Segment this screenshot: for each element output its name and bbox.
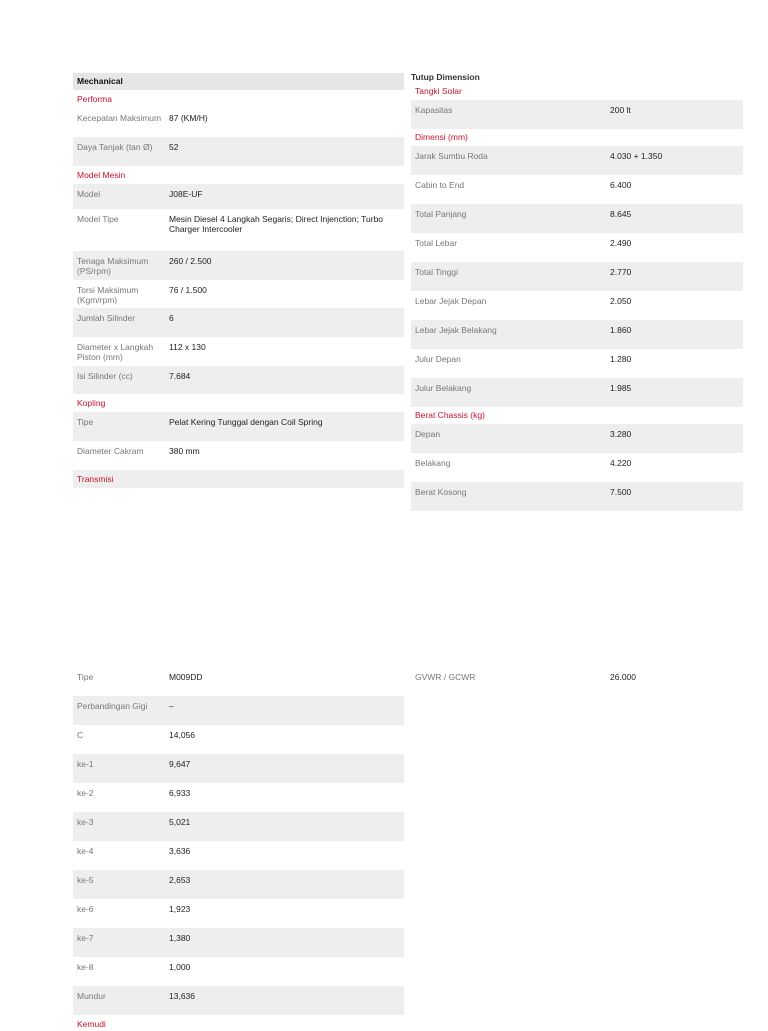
mechanical-table bbox=[73, 73, 404, 488]
table-row bbox=[73, 209, 404, 251]
mechanical-header: Mechanical bbox=[73, 73, 404, 90]
row-label: Lebar Jejak Depan bbox=[415, 296, 487, 306]
table-row bbox=[411, 378, 743, 407]
table-row bbox=[411, 175, 743, 204]
row-label: Kecepatan Maksimum bbox=[77, 113, 162, 123]
row-label: Tipe bbox=[77, 417, 94, 427]
table-row bbox=[73, 308, 404, 337]
row-value: 4.030 + 1.350 bbox=[610, 151, 663, 161]
table-row bbox=[411, 349, 743, 378]
row-value: 7.684 bbox=[169, 371, 191, 381]
row-value: 1.985 bbox=[610, 383, 632, 393]
row-label: Daya Tanjak (tan Ø) bbox=[77, 142, 153, 152]
section-berat-chassis: Berat Chassis (kg) bbox=[415, 410, 485, 420]
section-dimensi: Dimensi (mm) bbox=[415, 132, 468, 142]
row-label: Berat Kosong bbox=[415, 487, 467, 497]
row-label: ke-4 bbox=[77, 846, 94, 856]
table-row bbox=[411, 204, 743, 233]
row-value: 260 / 2.500 bbox=[169, 256, 212, 266]
row-value: – bbox=[169, 701, 174, 711]
table-row bbox=[411, 482, 743, 511]
table-row bbox=[411, 453, 743, 482]
table-row bbox=[73, 441, 404, 470]
table-row bbox=[73, 108, 404, 137]
table-row bbox=[73, 337, 404, 366]
dimension-table bbox=[411, 72, 743, 511]
row-label: Model Tipe bbox=[77, 214, 119, 224]
table-row bbox=[73, 928, 404, 957]
row-value: 1,923 bbox=[169, 904, 191, 914]
table-row bbox=[411, 667, 743, 696]
row-label: Depan bbox=[415, 429, 441, 439]
row-value: 200 lt bbox=[610, 105, 631, 115]
row-value: 6,933 bbox=[169, 788, 191, 798]
row-value: 4.220 bbox=[610, 458, 632, 468]
row-label: Tenaga Maksimum (PS/rpm) bbox=[77, 256, 149, 276]
section-model-mesin: Model Mesin bbox=[77, 170, 126, 180]
table-row bbox=[411, 233, 743, 262]
row-value: 1.280 bbox=[610, 354, 632, 364]
row-label: Mundur bbox=[77, 991, 106, 1001]
row-label: ke-2 bbox=[77, 788, 94, 798]
row-label: Total Lebar bbox=[415, 238, 458, 248]
section-kemudi: Kemudi bbox=[77, 1019, 106, 1029]
row-label: Perbandingan Gigi bbox=[77, 701, 148, 711]
table-row bbox=[411, 100, 743, 129]
table-row bbox=[73, 184, 404, 209]
gvwr-label: GVWR / GCWR bbox=[415, 672, 476, 682]
row-value: 52 bbox=[169, 142, 179, 152]
section-transmisi: Transmisi bbox=[73, 470, 404, 488]
row-value: 7.500 bbox=[610, 487, 632, 497]
table-row bbox=[411, 320, 743, 349]
table-row bbox=[73, 366, 404, 394]
row-value: 6 bbox=[169, 313, 174, 323]
row-value: 2.490 bbox=[610, 238, 632, 248]
row-label: Julur Depan bbox=[415, 354, 461, 364]
table-row bbox=[73, 725, 404, 754]
row-label: Lebar Jejak Belakang bbox=[415, 325, 497, 335]
row-value: 14,056 bbox=[169, 730, 195, 740]
section-tangki-solar: Tangki Solar bbox=[415, 86, 462, 96]
row-value: 3.280 bbox=[610, 429, 632, 439]
gvwr-value: 26.000 bbox=[610, 672, 636, 682]
row-value: J08E-UF bbox=[169, 189, 203, 199]
row-label: Model bbox=[77, 189, 101, 199]
row-value: 380 mm bbox=[169, 446, 200, 456]
table-row bbox=[73, 137, 404, 166]
row-value: 112 x 130 bbox=[169, 342, 206, 352]
row-value: 1.860 bbox=[610, 325, 632, 335]
row-label: Torsi Maksimum (Kgm/rpm) bbox=[77, 285, 139, 305]
table-row bbox=[73, 754, 404, 783]
row-value: M009DD bbox=[169, 672, 203, 682]
table-row bbox=[73, 696, 404, 725]
row-label: Jarak Sumbu Roda bbox=[415, 151, 488, 161]
row-label: Diameter x Langkah Piston (mm) bbox=[77, 342, 154, 362]
table-row bbox=[73, 280, 404, 308]
row-value: 6.400 bbox=[610, 180, 632, 190]
table-row bbox=[73, 841, 404, 870]
row-value: Mesin Diesel 4 Langkah Segaris; Direct Injenction; Turbo Charger Intercooler bbox=[169, 214, 384, 234]
row-value: 8.645 bbox=[610, 209, 632, 219]
row-value: 5,021 bbox=[169, 817, 191, 827]
section-kopling: Kopling bbox=[77, 398, 106, 408]
row-label: ke-6 bbox=[77, 904, 94, 914]
row-label: ke-7 bbox=[77, 933, 94, 943]
table-row bbox=[73, 899, 404, 928]
row-label: Julur Belakang bbox=[415, 383, 472, 393]
row-value: 87 (KM/H) bbox=[169, 113, 208, 123]
row-label: Total Panjang bbox=[415, 209, 467, 219]
table-row bbox=[411, 291, 743, 320]
row-label: Tipe bbox=[77, 672, 94, 682]
table-row bbox=[411, 262, 743, 291]
transmisi-table bbox=[73, 667, 404, 1031]
table-row bbox=[411, 146, 743, 175]
row-label: Jumlah Silinder bbox=[77, 313, 136, 323]
row-label: Kapasitas bbox=[415, 105, 453, 115]
row-value: 2.050 bbox=[610, 296, 632, 306]
row-label: Cabin to End bbox=[415, 180, 465, 190]
table-row bbox=[73, 412, 404, 441]
table-row bbox=[73, 870, 404, 899]
row-label: ke-3 bbox=[77, 817, 94, 827]
table-row bbox=[411, 424, 743, 453]
row-label: C bbox=[77, 730, 84, 740]
section-performa: Performa bbox=[77, 94, 112, 104]
table-row bbox=[73, 957, 404, 986]
row-value: 2,653 bbox=[169, 875, 191, 885]
row-value: 2.770 bbox=[610, 267, 632, 277]
row-label: ke-8 bbox=[77, 962, 94, 972]
dimension-title: Tutup Dimension bbox=[411, 72, 480, 82]
row-value: 13,636 bbox=[169, 991, 195, 1001]
row-value: 1,000 bbox=[169, 962, 191, 972]
row-value: 76 / 1.500 bbox=[169, 285, 207, 295]
table-row bbox=[73, 812, 404, 841]
table-row bbox=[73, 783, 404, 812]
row-value: 1,380 bbox=[169, 933, 191, 943]
row-label: ke-1 bbox=[77, 759, 94, 769]
table-row bbox=[73, 667, 404, 696]
row-label: Isi Silinder (cc) bbox=[77, 371, 133, 381]
table-row bbox=[73, 986, 404, 1015]
row-label: Total Tinggi bbox=[415, 267, 458, 277]
row-value: Pelat Kering Tunggal dengan Coil Spring bbox=[169, 417, 323, 427]
row-label: ke-5 bbox=[77, 875, 94, 885]
row-label: Belakang bbox=[415, 458, 451, 468]
row-label: Diameter Cakram bbox=[77, 446, 144, 456]
table-row bbox=[73, 251, 404, 280]
gvwr-table bbox=[411, 667, 743, 696]
row-value: 3,636 bbox=[169, 846, 191, 856]
row-value: 9,647 bbox=[169, 759, 191, 769]
